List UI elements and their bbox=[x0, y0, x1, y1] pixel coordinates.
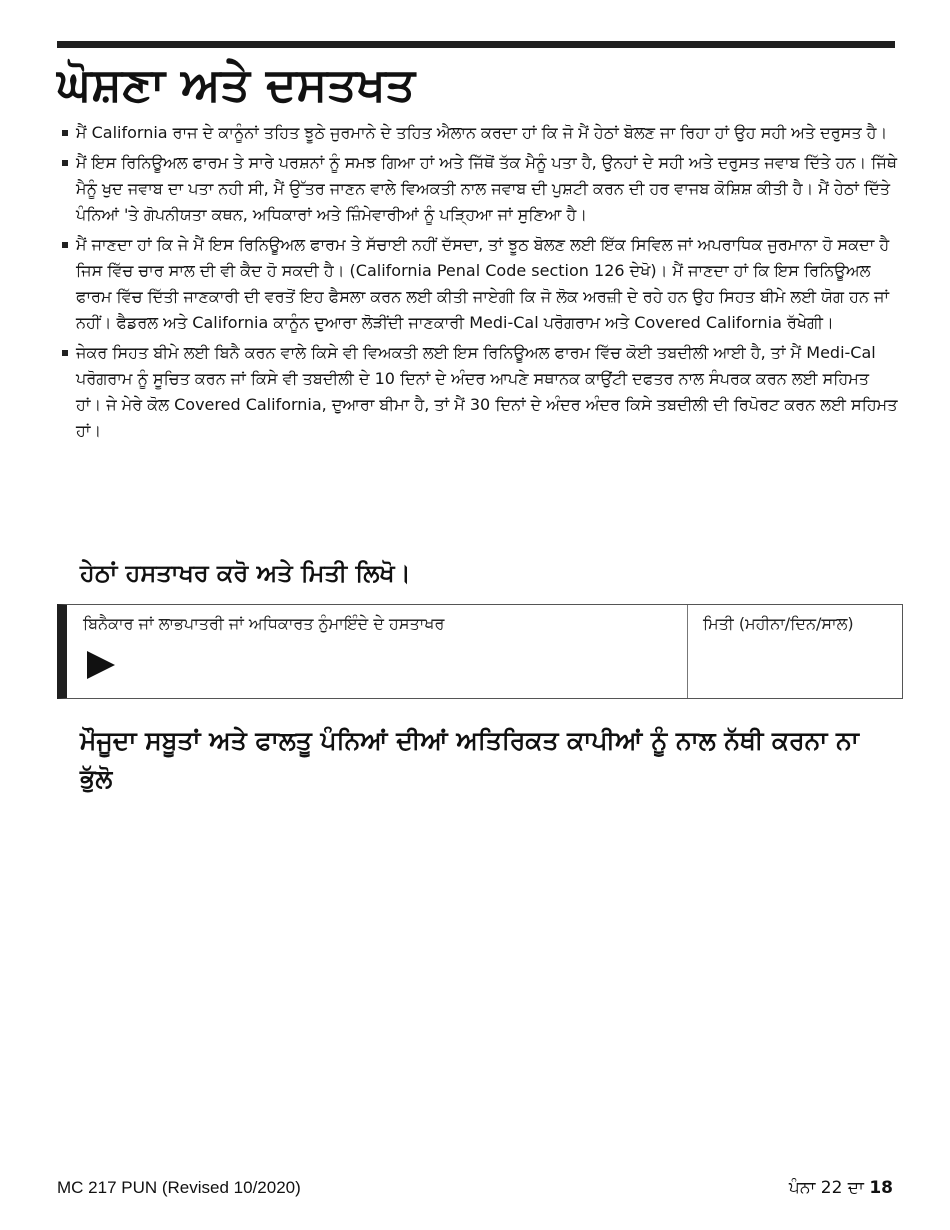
page-number-prefix: ਪੰਨਾ 22 ਦਾ bbox=[788, 1178, 870, 1198]
signature-box bbox=[57, 604, 903, 699]
attachments-reminder: ਮੌਜੂਦਾ ਸਬੂਤਾਂ ਅਤੇ ਫਾਲਤੂ ਪੰਨਿਆਂ ਦੀਆਂ ਅਤਿਰਿਕਤ ਕਾਪੀਆਂ ਨੂੰ ਨਾਲ ਨੱਥੀ ਕਰਨਾ ਨਾ ਭੁੱਲੋ bbox=[80, 726, 859, 793]
page-number bbox=[789, 1178, 893, 1198]
declaration-item: ਜੇਕਰ ਸਿਹਤ ਬੀਮੇ ਲਈ ਬਿਨੈ ਕਰਨ ਵਾਲੇ ਕਿਸੇ ਵੀ ਵਿਅਕਤੀ ਲਈ ਇਸ ਰਿਨਿਊਅਲ ਫਾਰਮ ਵਿੱਚ ਕੋਈ ਤਬਦੀਲੀ ਆਈ ਹੈ, ਤਾਂ ਮੈਂ Medi-Cal ਪਰੋਗਰਾਮ ਨੂੰ ਸੂਚਿਤ ਕਰਨ ਜਾਂ ਕਿਸੇ ਵੀ ਤਬਦੀਲੀ ਦੇ 10 ਦਿਨਾਂ ਦੇ ਅੰਦਰ ਆਪਣੇ ਸਥਾਨਕ ਕਾਉਂਟੀ ਦਫਤਰ ਨਾਲ ਸੰਪਰਕ ਕਰਨ ਲਈ ਸਹਿਮਤ ਹਾਂ। ਜੇ ਮੇਰੇ ਕੋਲ Covered California, ਦੁਆਰਾ ਬੀਮਾ ਹੈ, ਤਾਂ ਮੈਂ 30 ਦਿਨਾਂ ਦੇ ਅੰਦਰ ਅੰਦਰ ਕਿਸੇ ਤਬਦੀਲੀ ਦੀ ਰਿਪੋਰਟ ਕਰਨ ਲਈ ਸਹਿਮਤ ਹਾਂ। bbox=[62, 340, 898, 444]
top-rule bbox=[57, 41, 895, 48]
signature-field[interactable] bbox=[67, 605, 688, 698]
signature-label: ਬਿਨੈਕਾਰ ਜਾਂ ਲਾਭਪਾਤਰੀ ਜਾਂ ਅਧਿਕਾਰਤ ਨੁੰਮਾਇੰਦੇ ਦੇ ਹਸਤਾਖਰ bbox=[83, 614, 445, 633]
page-number-total: 18 bbox=[869, 1178, 893, 1198]
declaration-item: ਮੈਂ ਜਾਣਦਾ ਹਾਂ ਕਿ ਜੇ ਮੈਂ ਇਸ ਰਿਨਿਊਅਲ ਫਾਰਮ ਤੇ ਸੱਚਾਈ ਨਹੀਂ ਦੱਸਦਾ, ਤਾਂ ਝੂਠ ਬੋਲਣ ਲਈ ਇੱਕ ਸਿਵਿਲ ਜਾਂ ਅਪਰਾਧਿਕ ਜੁਰਮਾਨਾ ਹੋ ਸਕਦਾ ਹੈ ਜਿਸ ਵਿੱਚ ਚਾਰ ਸਾਲ ਦੀ ਵੀ ਕੈਦ ਹੋ ਸਕਦੀ ਹੈ। (California Penal Code section 126 ਦੇਖੋ)। ਮੈਂ ਜਾਣਦਾ ਹਾਂ ਕਿ ਇਸ ਰਿਨਿਊਅਲ ਫਾਰਮ ਵਿੱਚ ਦਿੱਤੀ ਜਾਣਕਾਰੀ ਦੀ ਵਰਤੋਂ ਇਹ ਫੈਸਲਾ ਕਰਨ ਲਈ ਕੀਤੀ ਜਾਏਗੀ ਕਿ ਜੋ ਲੋਕ ਅਰਜ਼ੀ ਦੇ ਰਹੇ ਹਨ ਉਹ ਸਿਹਤ ਬੀਮੇ ਲਈ ਯੋਗ ਹਨ ਜਾਂ ਨਹੀਂ। ਫੈਡਰਲ ਅਤੇ California ਕਾਨੂੰਨ ਦੁਆਰਾ ਲੋੜੀਂਦੀ ਜਾਣਕਾਰੀ Medi-Cal ਪਰੋਗਰਾਮ ਅਤੇ Covered California ਰੱਖੇਗੀ। bbox=[62, 232, 898, 336]
form-id: MC 217 PUN (Revised 10/2020) bbox=[57, 1178, 301, 1197]
declaration-item: ਮੈਂ ਇਸ ਰਿਨਿਊਅਲ ਫਾਰਮ ਤੇ ਸਾਰੇ ਪਰਸ਼ਨਾਂ ਨੂੰ ਸਮਝ ਗਿਆ ਹਾਂ ਅਤੇ ਜਿੱਥੋਂ ਤੱਕ ਮੈਨੂੰ ਪਤਾ ਹੈ, ਉਨਹਾਂ ਦੇ ਸਹੀ ਅਤੇ ਦਰੁਸਤ ਜਵਾਬ ਦਿੱਤੇ ਹਨ। ਜਿੱਥੇ ਮੈਨੂੰ ਖੁਦ ਜਵਾਬ ਦਾ ਪਤਾ ਨਹੀ ਸੀ, ਮੈਂ ਉੱਤਰ ਜਾਣਨ ਵਾਲੇ ਵਿਅਕਤੀ ਨਾਲ ਜਵਾਬ ਦੀ ਪੁਸ਼ਟੀ ਕਰਨ ਦੀ ਹਰ ਵਾਜਬ ਕੋਸ਼ਿਸ਼ ਕੀਤੀ ਹੈ। ਮੈਂ ਹੇਠਾਂ ਦਿੱਤੇ ਪੰਨਿਆਂ 'ਤੇ ਗੋਪਨੀਯਤਾ ਕਥਨ, ਅਧਿਕਾਰਾਂ ਅਤੇ ਜ਼ਿੰਮੇਵਾਰੀਆਂ ਨੂੰ ਪੜ੍ਹਿਆ ਜਾਂ ਸੁਣਿਆ ਹੈ। bbox=[62, 150, 898, 228]
date-field[interactable] bbox=[689, 605, 902, 698]
arrow-right-icon bbox=[87, 651, 115, 679]
date-label: ਮਿਤੀ (ਮਹੀਨਾ/ਦਿਨ/ਸਾਲ) bbox=[703, 614, 854, 633]
sign-heading: ਹੇਠਾਂ ਹਸਤਾਖਰ ਕਰੋ ਅਤੇ ਮਿਤੀ ਲਿਖੋ। bbox=[80, 559, 411, 587]
declarations-list bbox=[62, 120, 898, 448]
declaration-item: ਮੈਂ California ਰਾਜ ਦੇ ਕਾਨੂੰਨਾਂ ਤਹਿਤ ਝੂਠੇ ਜੁਰਮਾਨੇ ਦੇ ਤਹਿਤ ਐਲਾਨ ਕਰਦਾ ਹਾਂ ਕਿ ਜੋ ਮੈਂ ਹੇਠਾਂ ਬੋਲਣ ਜਾ ਰਿਹਾ ਹਾਂ ਉਹ ਸਹੀ ਅਤੇ ਦਰੁਸਤ ਹੈ। bbox=[62, 120, 898, 146]
page-title: ਘੋਸ਼ਣਾ ਅਤੇ ਦਸਤਖਤ bbox=[57, 57, 416, 111]
